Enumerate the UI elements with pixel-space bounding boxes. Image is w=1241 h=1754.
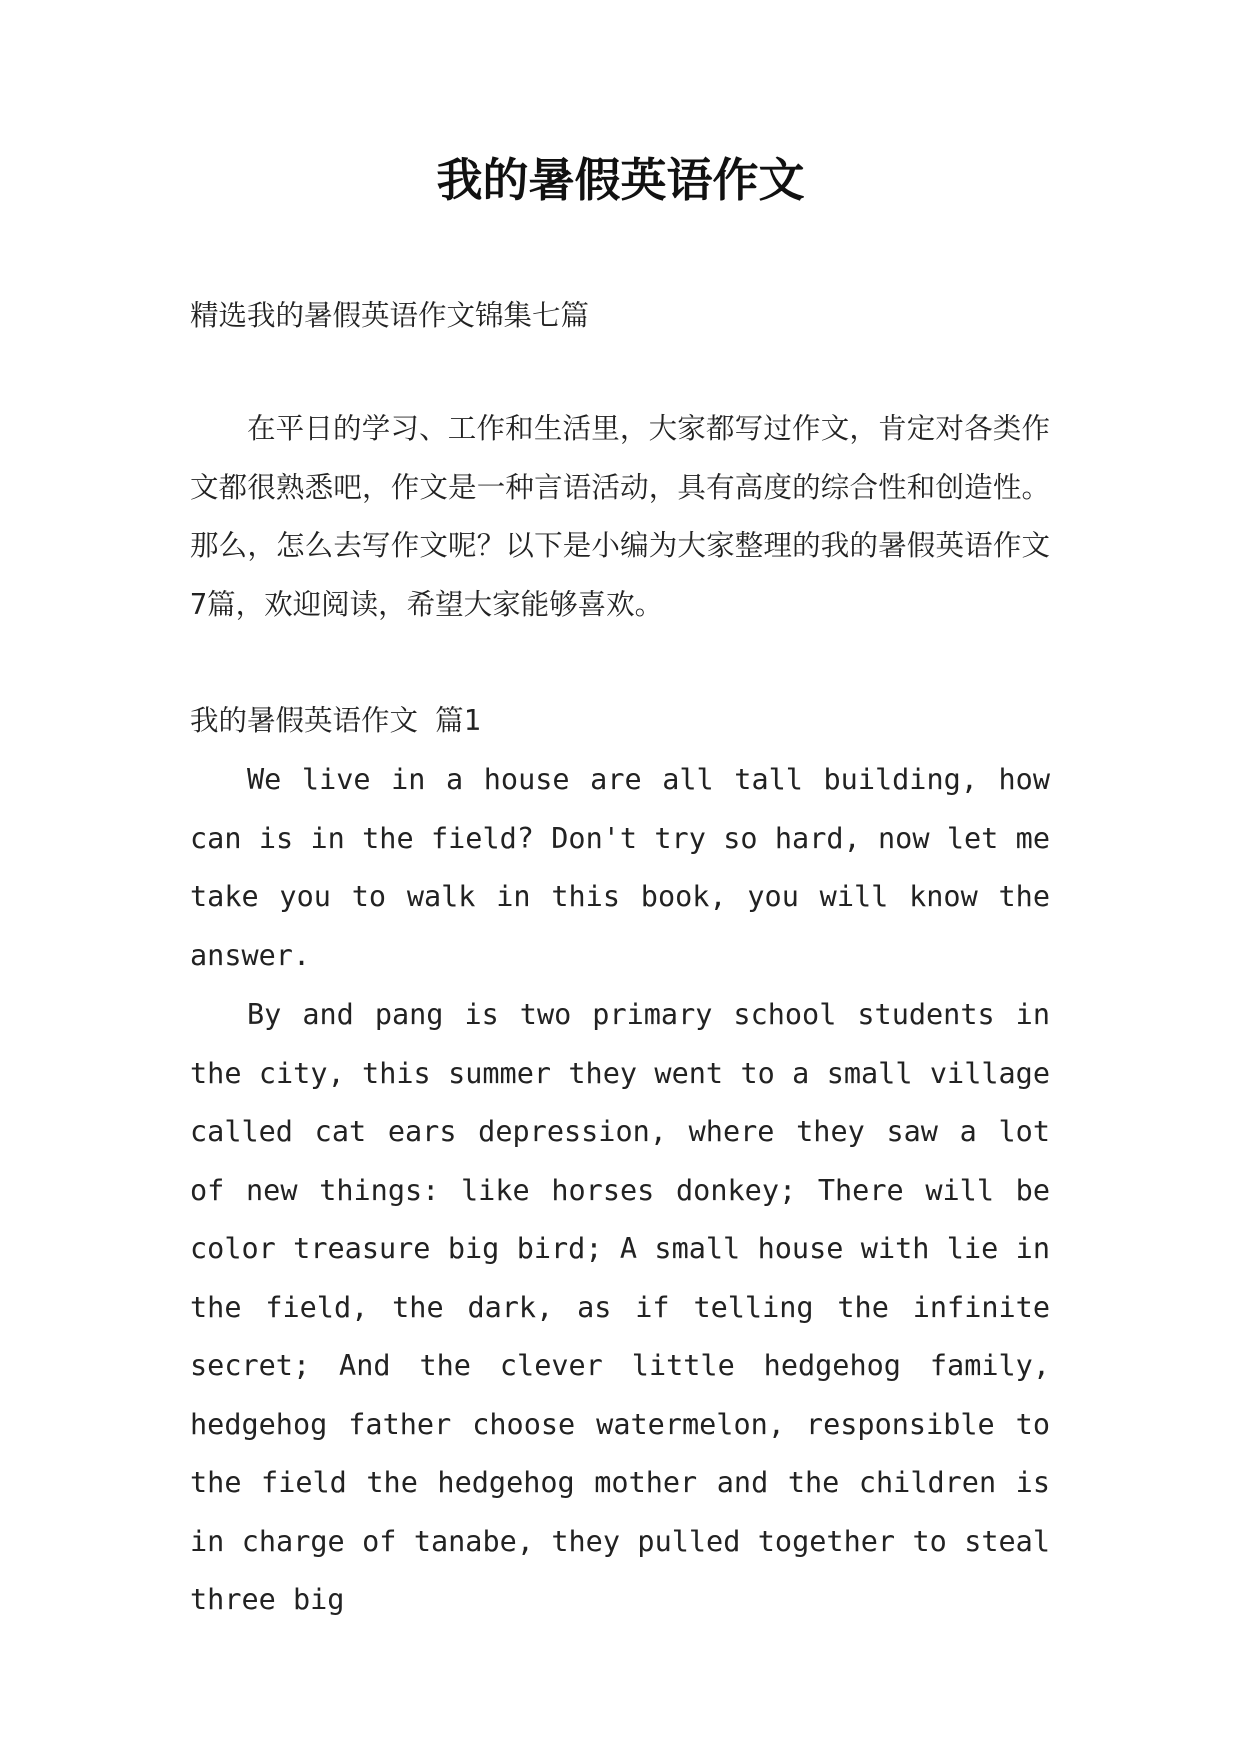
essay-paragraph-1: We live in a house are all tall building, how can is in the field? Don't try so hard, now let me take you to walk in this book, you will know the answer. [190,763,1050,972]
essay-paragraph-2: By and pang is two primary school students in the city, this summer they went to a small village called cat ears depression, where they saw a lot of new things: like horses donkey; There will be color treasure big bird; A small house with lie in the field, the dark, as if telling the infinite secret; And the clever little hedgehog family, hedgehog father choose watermelon, responsible to the field the hedgehog mother and the children is in charge of tanabe, they pulled together to steal three big [190,998,1050,1616]
document-subtitle: 精选我的暑假英语作文锦集七篇 [190,299,590,332]
section-heading: 我的暑假英语作文 篇1 [190,704,481,737]
intro-paragraph: 在平日的学习、工作和生活里，大家都写过作文，肯定对各类作文都很熟悉吧，作文是一种言语活动，具有高度的综合性和创造性。那么，怎么去写作文呢？以下是小编为大家整理的我的暑假英语作文7篇，欢迎阅读，希望大家能够喜欢。 [190,412,1050,621]
document-title: 我的暑假英语作文 [436,153,805,207]
